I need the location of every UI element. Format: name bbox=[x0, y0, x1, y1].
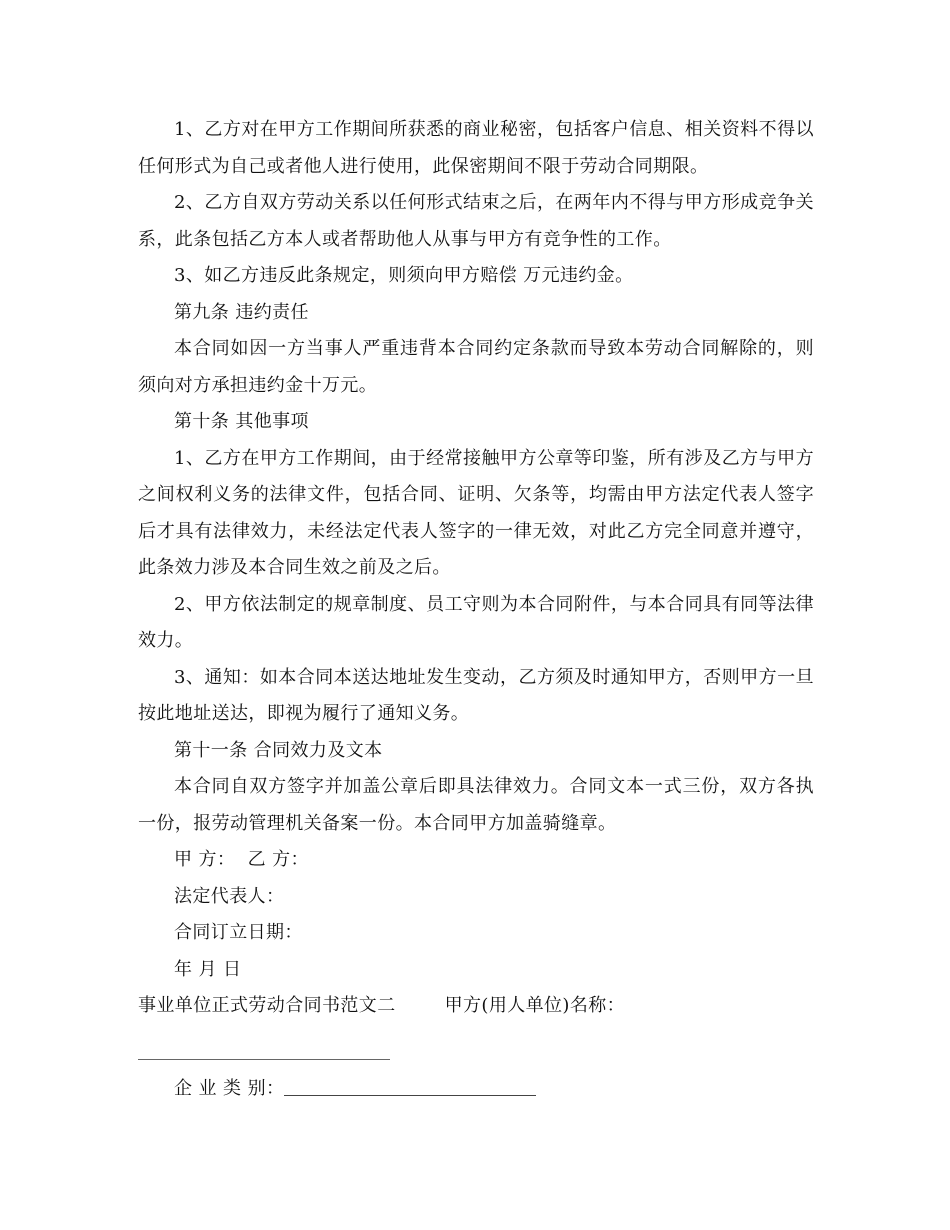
section-line: 年 月 日 bbox=[174, 958, 242, 980]
enterprise-type-field[interactable] bbox=[284, 1073, 536, 1096]
paragraph: 3、如乙方违反此条规定，则须向甲方赔偿 万元违约金。 bbox=[174, 265, 634, 286]
section-line: 合同订立日期： bbox=[174, 922, 303, 943]
paragraph: 本合同自双方签字并加盖公章后即具法律效力。合同文本一式三份，双方各执一份，报劳动管理机关备案一份。本合同甲方加盖骑缝章。 bbox=[138, 776, 814, 834]
paragraph: 3、通知：如本合同本送达地址发生变动，乙方须及时通知甲方，否则甲方一旦按此地址送达，即视为履行了通知义务。 bbox=[138, 666, 814, 724]
section-line: 第九条 违约责任 bbox=[174, 301, 309, 323]
section-line: 第十一条 合同效力及文本 bbox=[174, 739, 383, 761]
paragraph: 2、甲方依法制定的规章制度、员工守则为本合同附件，与本合同具有同等法律效力。 bbox=[138, 593, 814, 651]
paragraph: 本合同如因一方当事人严重违背本合同约定条款而导致本劳动合同解除的，则须向对方承担违约金十万元。 bbox=[138, 338, 814, 396]
party-a-name-label: 甲方(用人单位)名称： bbox=[444, 995, 626, 1016]
section-line: 第十条 其他事项 bbox=[174, 411, 309, 432]
contract-body bbox=[138, 112, 814, 988]
paragraph: 1、乙方在甲方工作期间，由于经常接触甲方公章等印鉴，所有涉及乙方与甲方之间权利义务的法律文件，包括合同、证明、欠条等，均需由甲方法定代表人签字后才具有法律效力，未经法定代表人签字的一律无效，对此乙方完全同意并遵守，此条效力涉及本合同生效之前及之后。 bbox=[138, 447, 814, 578]
enterprise-type-label: 企 业 类 别： bbox=[174, 1077, 285, 1099]
document-page bbox=[138, 112, 814, 1107]
party-a-name-field[interactable] bbox=[138, 1039, 814, 1061]
second-title-line bbox=[138, 988, 814, 1025]
paragraph: 1、乙方对在甲方工作期间所获悉的商业秘密，包括客户信息、相关资料不得以任何形式为自己或者他人进行使用，此保密期间不限于劳动合同期限。 bbox=[138, 119, 814, 177]
enterprise-type-row bbox=[138, 1071, 814, 1108]
section-line: 甲 方： 乙 方： bbox=[174, 849, 309, 870]
second-contract-title: 事业单位正式劳动合同书范文二 bbox=[138, 995, 396, 1016]
party-a-name-underline bbox=[138, 1059, 390, 1060]
paragraph: 2、乙方自双方劳动关系以任何形式结束之后，在两年内不得与甲方形成竞争关系，此条包括乙方本人或者帮助他人从事与甲方有竞争性的工作。 bbox=[138, 192, 814, 250]
section-line: 法定代表人： bbox=[174, 885, 285, 907]
